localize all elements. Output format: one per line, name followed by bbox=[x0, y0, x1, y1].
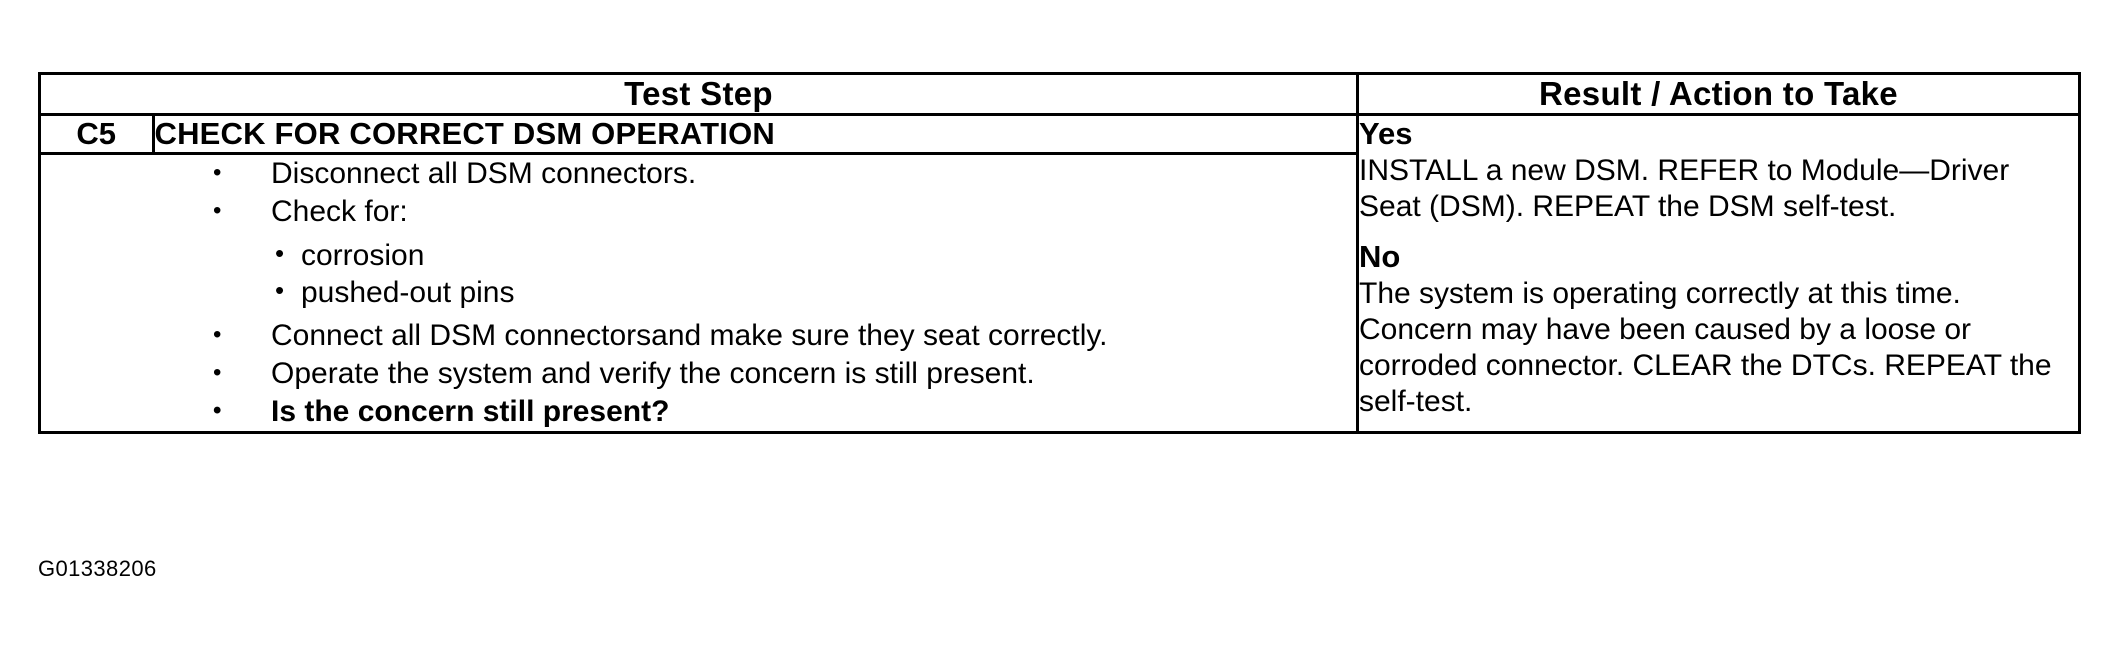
step-title: CHECK FOR CORRECT DSM OPERATION bbox=[153, 116, 1356, 154]
result-action-cell bbox=[1358, 115, 2080, 433]
test-step-cell bbox=[40, 115, 1358, 433]
result-text-no: The system is operating correctly at this time. Concern may have been caused by a loose or corroded connector. CLEAR the DTCs. REPEAT the self-test. bbox=[1359, 277, 2052, 418]
step-code: C5 bbox=[41, 116, 153, 154]
table-header-row bbox=[40, 74, 2080, 115]
step-bullet-list bbox=[41, 155, 1356, 230]
table-header bbox=[40, 74, 2080, 115]
result-text-yes: INSTALL a new DSM. REFER to Module—Driver Seat (DSM). REPEAT the DSM self-test. bbox=[1359, 154, 2010, 223]
list-item-question: • Is the concern still present? bbox=[41, 393, 1356, 430]
column-header-test-step: Test Step bbox=[40, 74, 1358, 115]
list-item: • Disconnect all DSM connectors. bbox=[41, 155, 1356, 192]
list-item: • corrosion bbox=[41, 237, 1356, 274]
test-step-inner-table bbox=[41, 116, 1356, 431]
test-step-body-row bbox=[41, 154, 1356, 432]
table-row bbox=[40, 115, 2080, 433]
step-bullet-list-continued bbox=[41, 317, 1356, 430]
list-item: • Operate the system and verify the concern is still present. bbox=[41, 355, 1356, 392]
table-body bbox=[40, 115, 2080, 433]
diagnostic-table bbox=[38, 72, 2081, 434]
list-item: • pushed-out pins bbox=[41, 274, 1356, 311]
figure-id: G01338206 bbox=[38, 556, 157, 581]
result-label-no: No bbox=[1359, 239, 1401, 274]
step-sub-bullet-list bbox=[41, 237, 1356, 311]
test-step-title-row bbox=[41, 116, 1356, 154]
result-label-yes: Yes bbox=[1359, 116, 1413, 151]
list-item: • Connect all DSM connectorsand make sure they seat correctly. bbox=[41, 317, 1356, 354]
column-header-result-action: Result / Action to Take bbox=[1358, 74, 2080, 115]
list-item: • Check for: bbox=[41, 193, 1356, 230]
step-body bbox=[41, 154, 1356, 432]
